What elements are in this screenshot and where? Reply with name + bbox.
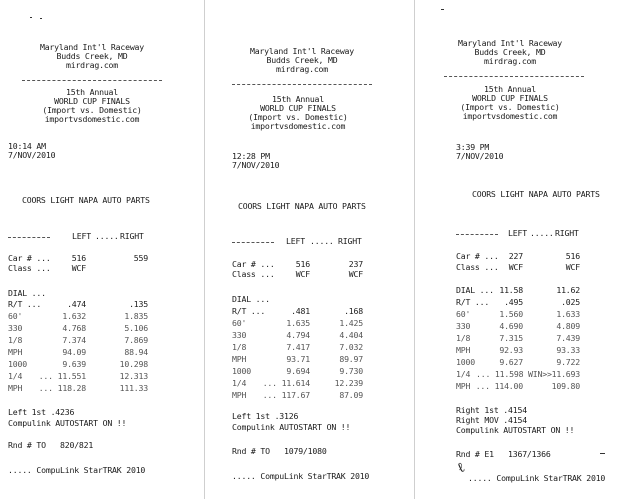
venue: Maryland Int'l Raceway [39, 42, 145, 52]
left-value: 94.09 [62, 347, 86, 357]
right-value: 11.693 [551, 369, 580, 379]
column-left: LEFT [286, 236, 305, 246]
timeslip-1 [0, 0, 196, 499]
event-line-2: WORLD CUP FINALS [472, 93, 548, 103]
row-label: MPH [232, 390, 247, 400]
right-value: WCF [565, 262, 580, 272]
event-line-3: (Import vs. Domestic) [42, 105, 142, 115]
row-label: 1/8 [8, 335, 23, 345]
event-line-2: WORLD CUP FINALS [260, 103, 336, 113]
left-value: WCF [295, 269, 310, 279]
right-value: 89.97 [339, 354, 363, 364]
right-value: 237 [348, 259, 363, 269]
location: Budds Creek, MD [266, 55, 338, 65]
event-site: importvsdomestic.com [44, 114, 140, 124]
left-value: ... 11.551 [38, 371, 86, 381]
event-site: importvsdomestic.com [462, 111, 558, 121]
row-label: Class ... [8, 263, 51, 273]
sponsor: COORS LIGHT NAPA AUTO PARTS [472, 189, 600, 199]
left-value: 92.93 [499, 345, 523, 355]
right-value: 4.809 [556, 321, 580, 331]
time: 12:28 PM [232, 151, 270, 161]
right-value: .168 [344, 306, 363, 316]
column-dots: ..... [95, 231, 119, 241]
footer: ..... CompuLink StarTRAK 2010 [8, 465, 146, 475]
column-left: LEFT [508, 228, 527, 238]
right-value: 7.869 [124, 335, 148, 345]
row-label: MPH [232, 354, 247, 364]
left-value: ... 118.28 [38, 383, 86, 393]
row-label: Car # ... [456, 251, 499, 261]
row-label: MPH [8, 347, 23, 357]
right-value: 111.33 [119, 383, 148, 393]
right-value: 1.835 [124, 311, 148, 321]
left-value: 1.635 [286, 318, 310, 328]
location: Budds Creek, MD [474, 47, 546, 57]
row-label: 1/4 [232, 378, 247, 388]
left-value: .481 [291, 306, 310, 316]
column-right: RIGHT [338, 236, 362, 246]
left-value: 7.417 [286, 342, 310, 352]
right-value: 5.106 [124, 323, 148, 333]
round-label: Rnd # E1 [456, 449, 494, 459]
row-label: DIAL ... [8, 288, 46, 298]
row-label: 1/8 [456, 333, 471, 343]
row-label: R/T ... [232, 306, 266, 316]
event-line-3: (Import vs. Domestic) [248, 112, 348, 122]
round-value: 820/821 [60, 440, 94, 450]
left-value: 7.374 [62, 335, 86, 345]
separator [232, 84, 372, 85]
row-label: DIAL ... [456, 285, 494, 295]
result-line: Right 1st .4154 [456, 405, 527, 415]
time: 10:14 AM [8, 141, 46, 151]
row-label: DIAL ... [232, 294, 270, 304]
left-value: 1.632 [62, 311, 86, 321]
right-value: 93.33 [556, 345, 580, 355]
round-value: 1079/1080 [284, 446, 327, 456]
row-label: R/T ... [8, 299, 42, 309]
result-line: Left 1st .3126 [232, 411, 299, 421]
row-label: 1000 [8, 359, 27, 369]
row-label: 1000 [232, 366, 251, 376]
row-label: 1/8 [232, 342, 247, 352]
left-value: 227 [508, 251, 523, 261]
column-right: RIGHT [120, 231, 144, 241]
row-label: 1/4 [8, 371, 23, 381]
left-value: ... 11.614 [262, 378, 310, 388]
column-left: LEFT [72, 231, 91, 241]
autostart: Compulink AUTOSTART ON !! [8, 418, 127, 428]
right-value: 4.404 [339, 330, 363, 340]
right-value: 559 [133, 253, 148, 263]
column-dots: ..... [530, 228, 554, 238]
footer: ..... CompuLink StarTRAK 2010 [232, 471, 370, 481]
location: Budds Creek, MD [56, 51, 128, 61]
right-value: 1.633 [556, 309, 580, 319]
left-value: 9.639 [62, 359, 86, 369]
column-dots: ..... [310, 236, 334, 246]
round-label: Rnd # TO [8, 440, 46, 450]
right-value: 9.722 [556, 357, 580, 367]
event-line-1: 15th Annual [65, 87, 119, 97]
sponsor: COORS LIGHT NAPA AUTO PARTS [238, 201, 366, 211]
left-value: ... 11.598 WIN>> [476, 369, 552, 379]
right-value: 1.425 [339, 318, 363, 328]
event-line-2: WORLD CUP FINALS [54, 96, 130, 106]
right-value: 12.313 [119, 371, 148, 381]
row-label: 330 [232, 330, 247, 340]
right-value: .135 [129, 299, 148, 309]
right-value: 12.239 [334, 378, 363, 388]
row-label: MPH [456, 345, 471, 355]
date: 7/NOV/2010 [456, 151, 504, 161]
separator [232, 242, 274, 243]
left-value: .495 [504, 297, 523, 307]
date: 7/NOV/2010 [8, 150, 56, 160]
row-label: Car # ... [232, 259, 275, 269]
row-label: Car # ... [8, 253, 51, 263]
timeslip-3 [420, 0, 618, 499]
event-line-1: 15th Annual [271, 94, 325, 104]
result-line: Left 1st .4236 [8, 407, 75, 417]
autostart: Compulink AUTOSTART ON !! [232, 422, 351, 432]
result-line: Right MOV .4154 [456, 415, 527, 425]
autostart: Compulink AUTOSTART ON !! [456, 425, 575, 435]
left-value: ... 117.67 [262, 390, 310, 400]
separator [456, 234, 498, 235]
round-label: Rnd # TO [232, 446, 270, 456]
left-value: 516 [71, 253, 86, 263]
website: mirdrag.com [483, 56, 537, 66]
event-site: importvsdomestic.com [250, 121, 346, 131]
left-value: 516 [295, 259, 310, 269]
row-label: 1/4 [456, 369, 471, 379]
round-value: 1367/1366 [508, 449, 551, 459]
row-label: 60' [456, 309, 471, 319]
row-label: 330 [456, 321, 471, 331]
left-value: WCF [508, 262, 523, 272]
timeslip-2 [210, 0, 406, 499]
right-value: 109.80 [551, 381, 580, 391]
left-value: .474 [67, 299, 86, 309]
left-value: 7.315 [499, 333, 523, 343]
event-line-3: (Import vs. Domestic) [460, 102, 560, 112]
right-value: 11.62 [556, 285, 580, 295]
row-label: 330 [8, 323, 23, 333]
left-value: WCF [71, 263, 86, 273]
website: mirdrag.com [65, 60, 119, 70]
column-right: RIGHT [555, 228, 579, 238]
left-value: 11.58 [499, 285, 523, 295]
handwritten-mark: ℓ [454, 459, 468, 477]
separator [8, 237, 50, 238]
right-value: 516 [565, 251, 580, 261]
slip-divider [204, 0, 205, 499]
row-label: 60' [232, 318, 247, 328]
footer: ..... CompuLink StarTRAK 2010 [468, 473, 606, 483]
sponsor: COORS LIGHT NAPA AUTO PARTS [22, 195, 150, 205]
separator [444, 76, 584, 77]
right-value: 7.439 [556, 333, 580, 343]
slip-divider [414, 0, 415, 499]
separator [22, 80, 162, 81]
left-value: 4.794 [286, 330, 310, 340]
right-value: WCF [348, 269, 363, 279]
left-value: 93.71 [286, 354, 310, 364]
time: 3:39 PM [456, 142, 490, 152]
right-value: 7.032 [339, 342, 363, 352]
website: mirdrag.com [275, 64, 329, 74]
right-value: 9.730 [339, 366, 363, 376]
row-label: Class ... [232, 269, 275, 279]
date: 7/NOV/2010 [232, 160, 280, 170]
right-value: .025 [561, 297, 580, 307]
right-value: 88.94 [124, 347, 148, 357]
row-label: Class ... [456, 262, 499, 272]
row-label: 60' [8, 311, 23, 321]
left-value: 9.627 [499, 357, 523, 367]
right-value: 87.09 [339, 390, 363, 400]
left-value: 4.768 [62, 323, 86, 333]
venue: Maryland Int'l Raceway [457, 38, 563, 48]
row-label: MPH [456, 381, 471, 391]
row-label: 1000 [456, 357, 475, 367]
row-label: MPH [8, 383, 23, 393]
venue: Maryland Int'l Raceway [249, 46, 355, 56]
left-value: 1.560 [499, 309, 523, 319]
left-value: ... 114.00 [475, 381, 523, 391]
left-value: 4.690 [499, 321, 523, 331]
row-label: R/T ... [456, 297, 490, 307]
event-line-1: 15th Annual [483, 84, 537, 94]
right-value: 10.298 [119, 359, 148, 369]
left-value: 9.694 [286, 366, 310, 376]
